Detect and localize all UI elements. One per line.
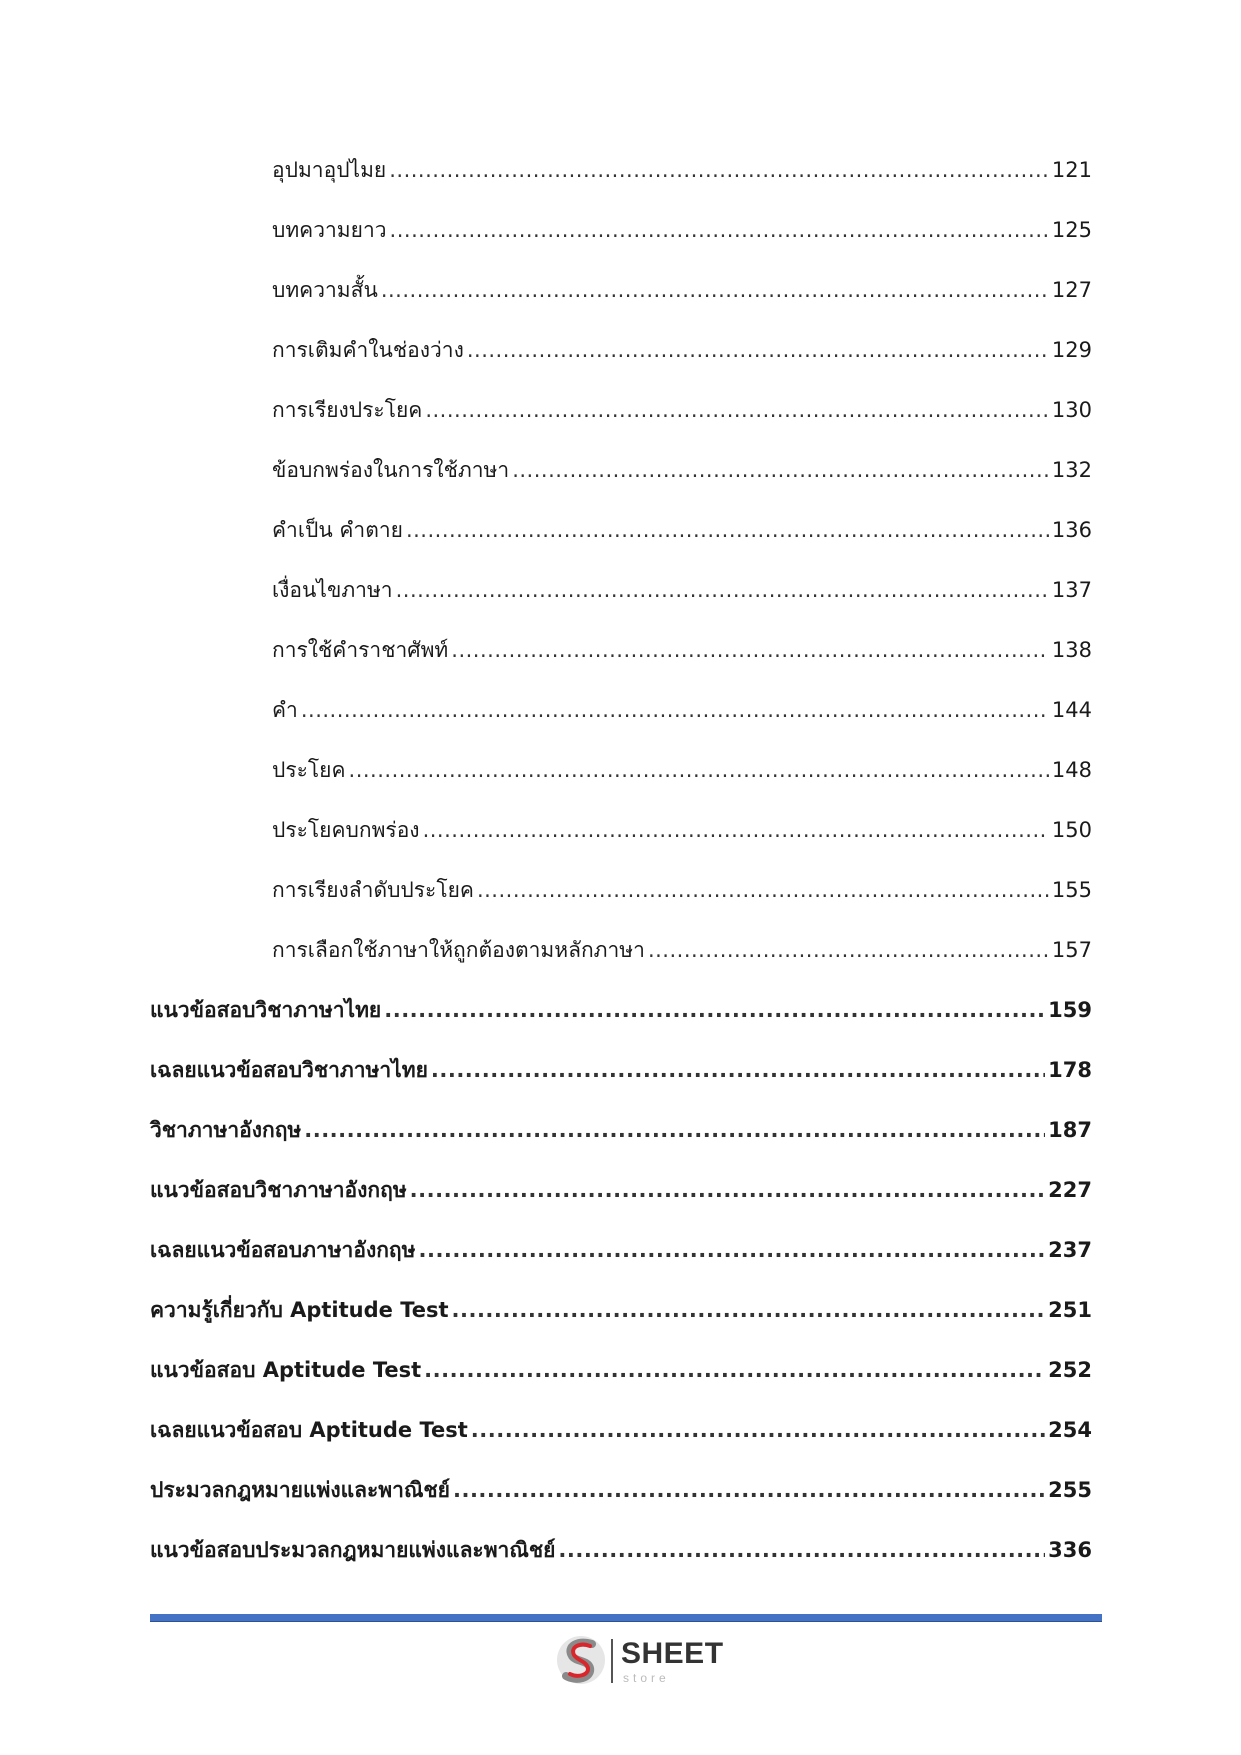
toc-entry-page: 137 xyxy=(1051,578,1092,602)
toc-entry-page: 187 xyxy=(1048,1118,1092,1142)
footer-rule xyxy=(150,1614,1102,1622)
toc-entry-title: การเติมคำในช่องว่าง xyxy=(272,338,464,362)
toc-entry[interactable] xyxy=(272,635,1092,665)
toc-entry-page: 255 xyxy=(1048,1478,1092,1502)
toc-entry-title: เฉลยแนวข้อสอบภาษาอังกฤษ xyxy=(150,1238,416,1262)
toc-entry-page: 138 xyxy=(1051,638,1092,662)
toc-entry-page: 155 xyxy=(1051,878,1092,902)
toc-entry[interactable] xyxy=(272,695,1092,725)
toc-entry-page: 130 xyxy=(1051,398,1092,422)
toc-entry[interactable] xyxy=(272,755,1092,785)
toc-entry-page: 132 xyxy=(1051,458,1092,482)
dot-leader xyxy=(467,335,1049,365)
logo-divider xyxy=(611,1639,613,1683)
logo-subtitle: store xyxy=(623,1671,670,1685)
toc-entry-title: การเลือกใช้ภาษาให้ถูกต้องตามหลักภาษา xyxy=(272,938,645,962)
toc-entry-title: การเรียงลำดับประโยค xyxy=(272,878,474,902)
toc-entry-page: 252 xyxy=(1048,1358,1092,1382)
toc-entry[interactable] xyxy=(272,335,1092,365)
toc-entry-title: เฉลยแนวข้อสอบ Aptitude Test xyxy=(150,1418,468,1442)
toc-entry-title: ข้อบกพร่องในการใช้ภาษา xyxy=(272,458,510,482)
toc-entry-title: ความรู้เกี่ยวกับ Aptitude Test xyxy=(150,1298,449,1322)
toc-entry-page: 237 xyxy=(1048,1238,1092,1262)
toc-entry-title: คำเป็น คำตาย xyxy=(272,518,403,542)
dot-leader xyxy=(452,1295,1046,1325)
dot-leader xyxy=(423,815,1049,845)
toc-section-entry[interactable] xyxy=(150,1295,1092,1325)
dot-leader xyxy=(389,155,1049,185)
dot-leader xyxy=(304,1115,1045,1145)
toc-entry-title: ประโยค xyxy=(272,758,346,782)
toc-entry-page: 157 xyxy=(1051,938,1092,962)
toc-entry-page: 129 xyxy=(1051,338,1092,362)
toc-entry-page: 227 xyxy=(1048,1178,1092,1202)
toc-entry[interactable] xyxy=(272,575,1092,605)
toc-entry-title: เงื่อนไขภาษา xyxy=(272,578,393,602)
dot-leader xyxy=(396,575,1049,605)
toc-section-entry[interactable] xyxy=(150,1115,1092,1145)
dot-leader xyxy=(381,275,1049,305)
toc-entry-page: 148 xyxy=(1051,758,1092,782)
toc-entry-title: บทความสั้น xyxy=(272,278,378,302)
toc-entry-title: แนวข้อสอบวิชาภาษาไทย xyxy=(150,998,382,1022)
toc-section-entry[interactable] xyxy=(150,1415,1092,1445)
toc-entry[interactable] xyxy=(272,815,1092,845)
toc-entry-page: 127 xyxy=(1051,278,1092,302)
toc-section-entry[interactable] xyxy=(150,1055,1092,1085)
toc-entry[interactable] xyxy=(272,875,1092,905)
toc-entry-page: 125 xyxy=(1051,218,1092,242)
toc-entry-title: ประโยคบกพร่อง xyxy=(272,818,420,842)
dot-leader xyxy=(384,995,1045,1025)
toc-entry-page: 144 xyxy=(1051,698,1092,722)
dot-leader xyxy=(425,395,1049,425)
logo-name: SHEET xyxy=(621,1637,724,1670)
dot-leader xyxy=(301,695,1049,725)
toc-entry[interactable] xyxy=(272,215,1092,245)
dot-leader xyxy=(558,1535,1045,1565)
toc-entry-title: ประมวลกฎหมายแพ่งและพาณิชย์ xyxy=(150,1478,450,1502)
toc-entry-title: เฉลยแนวข้อสอบวิชาภาษาไทย xyxy=(150,1058,428,1082)
toc-entry-page: 159 xyxy=(1048,998,1092,1022)
toc-entry-title: การเรียงประโยค xyxy=(272,398,423,422)
dot-leader xyxy=(477,875,1049,905)
toc-entry-title: บทความยาว xyxy=(272,218,387,242)
toc-section-entry[interactable] xyxy=(150,1235,1092,1265)
toc-entry-page: 150 xyxy=(1051,818,1092,842)
toc-section-entry[interactable] xyxy=(150,995,1092,1025)
toc-section-entry[interactable] xyxy=(150,1475,1092,1505)
dot-leader xyxy=(648,935,1049,965)
toc-entry-title: อุปมาอุปไมย xyxy=(272,158,387,182)
dot-leader xyxy=(418,1235,1045,1265)
toc-entry-page: 336 xyxy=(1048,1538,1092,1562)
toc-section-entry[interactable] xyxy=(150,1175,1092,1205)
toc-entry[interactable] xyxy=(272,275,1092,305)
toc-entry-title: แนวข้อสอบประมวลกฎหมายแพ่งและพาณิชย์ xyxy=(150,1538,556,1562)
dot-leader xyxy=(410,1175,1046,1205)
toc-entry-page: 251 xyxy=(1048,1298,1092,1322)
toc-entry-page: 136 xyxy=(1051,518,1092,542)
dot-leader xyxy=(406,515,1049,545)
dot-leader xyxy=(453,1475,1045,1505)
dot-leader xyxy=(431,1055,1045,1085)
toc-entry[interactable] xyxy=(272,395,1092,425)
dot-leader xyxy=(451,635,1049,665)
toc-entry[interactable] xyxy=(272,455,1092,485)
toc-entry-title: คำ xyxy=(272,698,298,722)
toc-entry-title: วิชาภาษาอังกฤษ xyxy=(150,1118,302,1142)
toc-section-entry[interactable] xyxy=(150,1535,1092,1565)
dot-leader xyxy=(390,215,1049,245)
dot-leader xyxy=(471,1415,1045,1445)
dot-leader xyxy=(349,755,1049,785)
toc-entry-page: 254 xyxy=(1048,1418,1092,1442)
toc-entry-title: การใช้คำราชาศัพท์ xyxy=(272,638,449,662)
toc-section-entry[interactable] xyxy=(150,1355,1092,1385)
toc-entry-title: แนวข้อสอบวิชาภาษาอังกฤษ xyxy=(150,1178,407,1202)
toc-entry-page: 121 xyxy=(1051,158,1092,182)
toc-entry[interactable] xyxy=(272,935,1092,965)
toc-entry[interactable] xyxy=(272,155,1092,185)
dot-leader xyxy=(424,1355,1045,1385)
toc-entry[interactable] xyxy=(272,515,1092,545)
toc-entry-page: 178 xyxy=(1048,1058,1092,1082)
toc-entry-title: แนวข้อสอบ Aptitude Test xyxy=(150,1358,422,1382)
dot-leader xyxy=(512,455,1049,485)
